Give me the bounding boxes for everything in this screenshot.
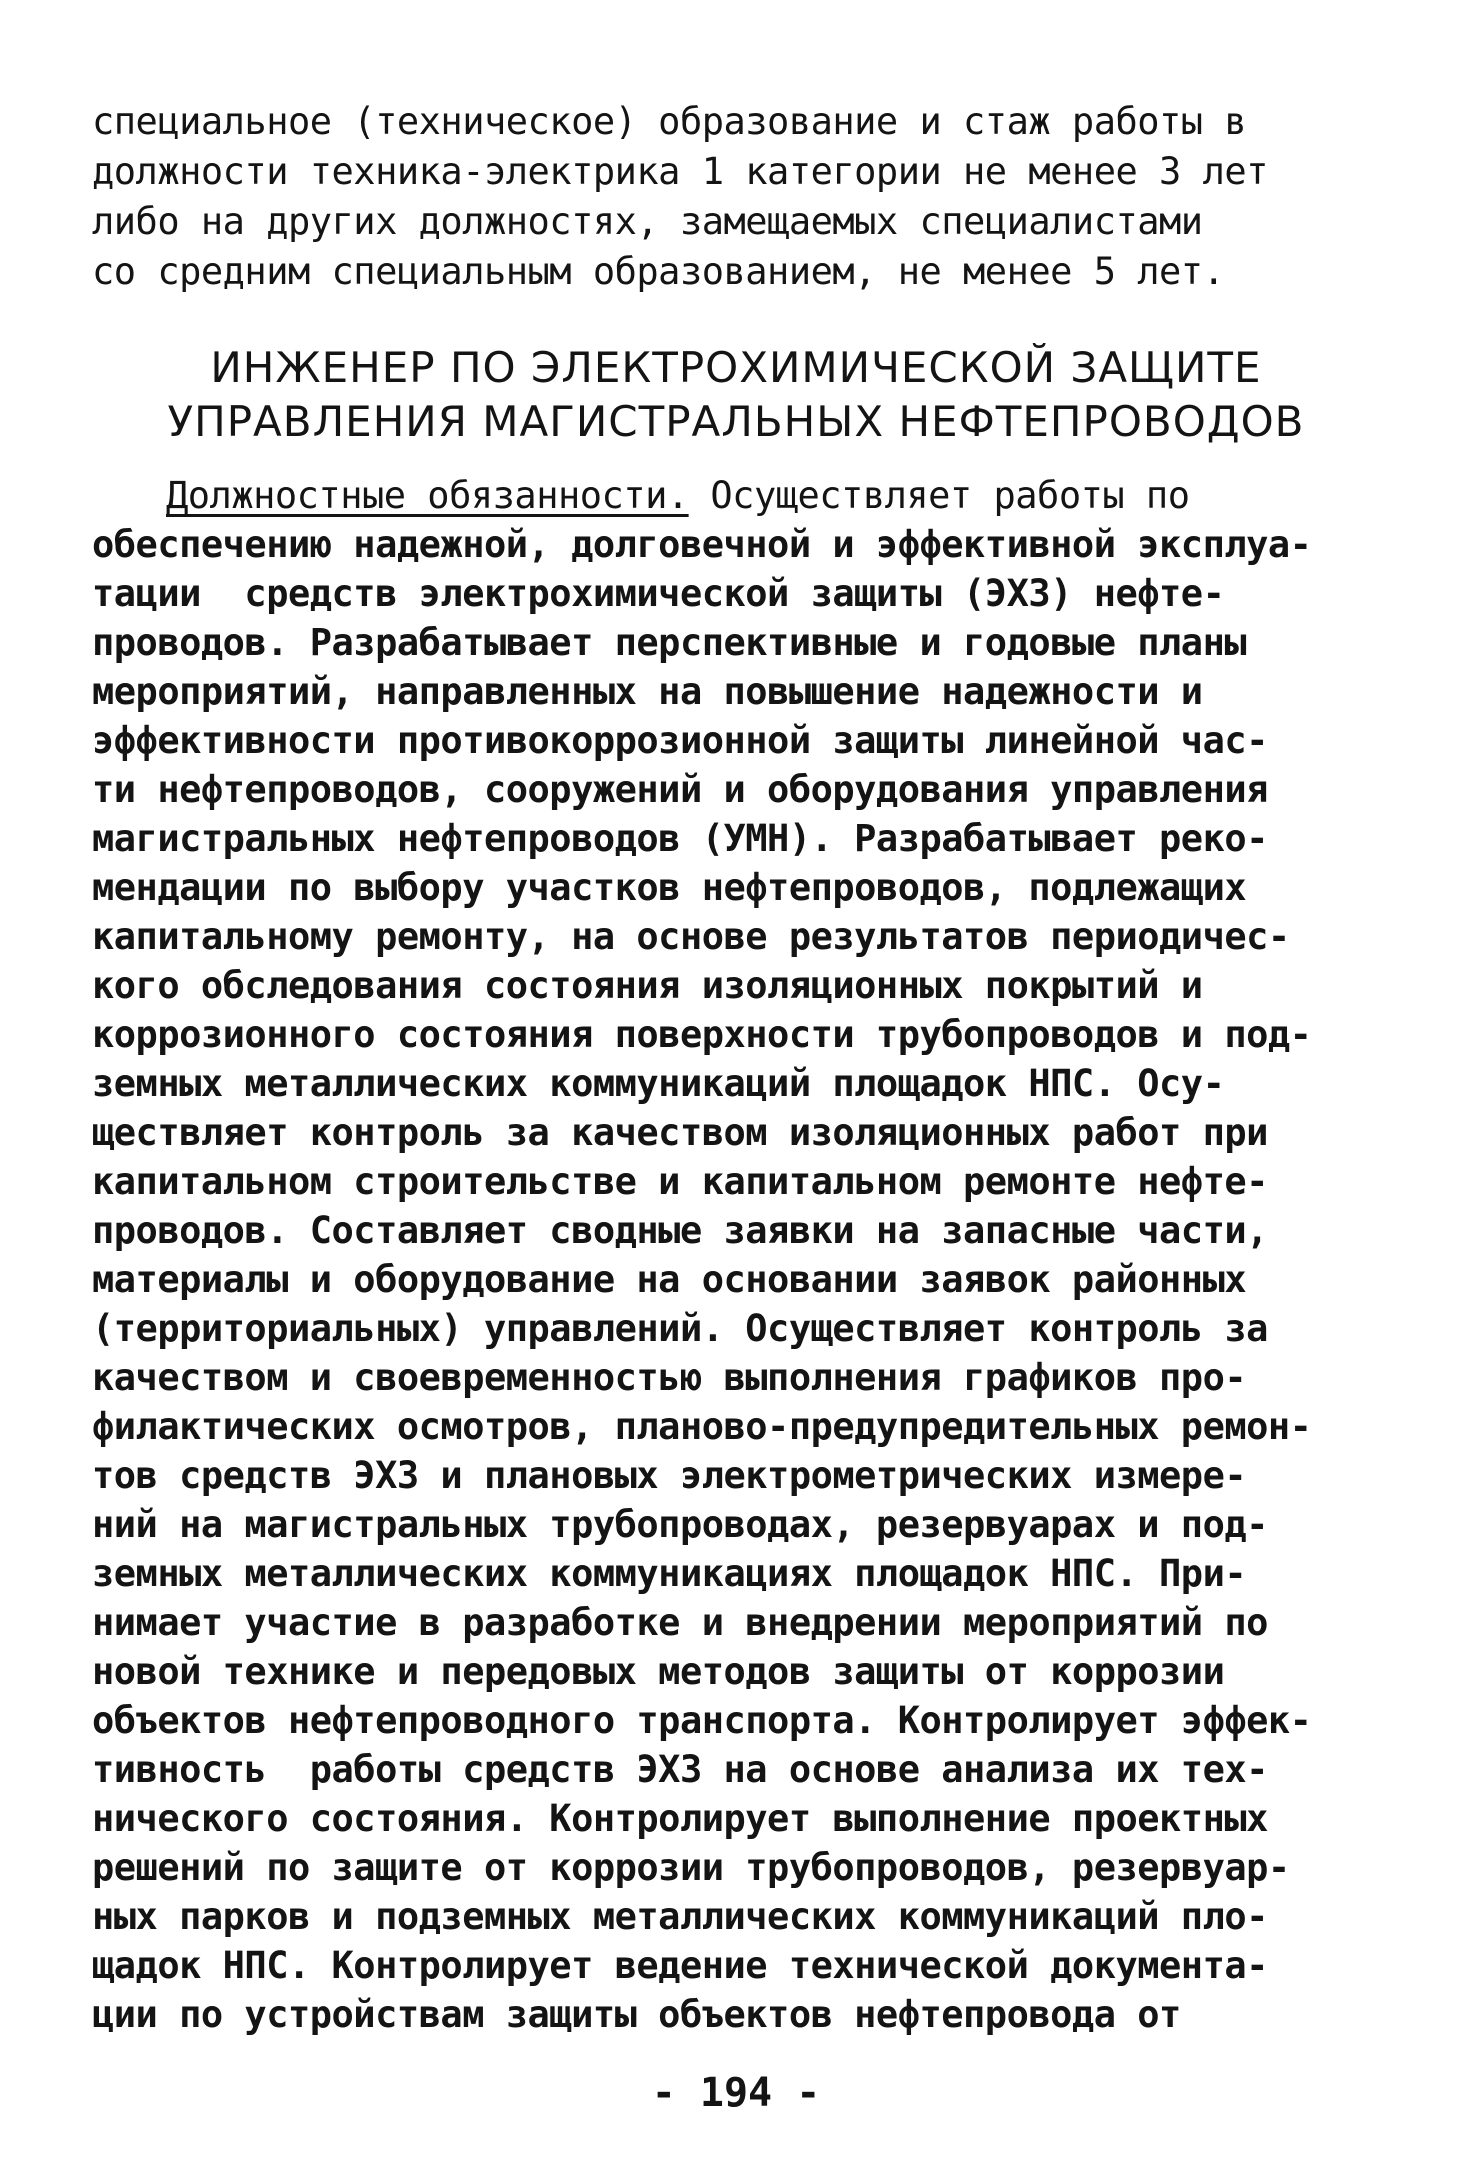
body-line: капитальному ремонту, на основе результатов периодичес- bbox=[92, 915, 1290, 958]
duties-first-line bbox=[166, 472, 1382, 520]
body-line: земных металлических коммуникациях площадок НПС. При- bbox=[92, 1552, 1247, 1595]
intro-line: со средним специальным образованием, не менее 5 лет. bbox=[92, 250, 1225, 293]
duties-first-rest: Осуществляет работы по bbox=[688, 474, 1190, 517]
body-line: (территориальных) управлений. Осуществляет контроль за bbox=[92, 1307, 1268, 1350]
body-line: ществляет контроль за качеством изоляционных работ при bbox=[92, 1111, 1268, 1154]
body-line: кого обследования состояния изоляционных покрытий и bbox=[92, 964, 1203, 1007]
page-number: - 194 - bbox=[651, 2070, 821, 2116]
body-line: земных металлических коммуникаций площадок НПС. Осу- bbox=[92, 1062, 1225, 1105]
intro-line: либо на других должностях, замещаемых специалистами bbox=[92, 200, 1203, 243]
body-line: ти нефтепроводов, сооружений и оборудования управления bbox=[92, 768, 1268, 811]
section-heading-line1: ИНЖЕНЕР ПО ЭЛЕКТРОХИМИЧЕСКОЙ ЗАЩИТЕ bbox=[210, 343, 1262, 392]
body-line: нического состояния. Контролирует выполнение проектных bbox=[92, 1797, 1268, 1840]
body-line: нимает участие в разработке и внедрении мероприятий по bbox=[92, 1601, 1268, 1644]
body-line: эффективности противокоррозионной защиты линейной час- bbox=[92, 719, 1268, 762]
intro-line: должности техника-электрика 1 категории не менее 3 лет bbox=[92, 150, 1268, 193]
body-line: ных парков и подземных металлических коммуникаций пло- bbox=[92, 1895, 1268, 1938]
body-line: проводов. Разрабатывает перспективные и годовые планы bbox=[92, 621, 1247, 664]
body-line: проводов. Составляет сводные заявки на запасные части, bbox=[92, 1209, 1268, 1252]
body-line: щадок НПС. Контролирует ведение технической документа- bbox=[92, 1944, 1268, 1987]
body-line: ции по устройствам защиты объектов нефтепровода от bbox=[92, 1993, 1181, 2036]
body-line: новой технике и передовых методов защиты от коррозии bbox=[92, 1650, 1225, 1693]
body-line: материалы и оборудование на основании заявок районных bbox=[92, 1258, 1247, 1301]
body-line: ний на магистральных трубопроводах, резервуарах и под- bbox=[92, 1503, 1268, 1546]
section-heading-line2: УПРАВЛЕНИЯ МАГИСТРАЛЬНЫХ НЕФТЕПРОВОДОВ bbox=[167, 397, 1305, 446]
body-line: филактических осмотров, планово-предупредительных ремон- bbox=[92, 1405, 1312, 1448]
intro-line: специальное (техническое) образование и стаж работы в bbox=[92, 100, 1247, 143]
body-line: объектов нефтепроводного транспорта. Контролирует эффек- bbox=[92, 1699, 1312, 1742]
body-line: тов средств ЭХЗ и плановых электрометрических измере- bbox=[92, 1454, 1247, 1497]
body-line: обеспечению надежной, долговечной и эффективной эксплуа- bbox=[92, 523, 1312, 566]
duties-label: Должностные обязанности. bbox=[166, 474, 689, 517]
body-line: мендации по выбору участков нефтепроводов, подлежащих bbox=[92, 866, 1247, 909]
body-line: капитальном строительстве и капитальном ремонте нефте- bbox=[92, 1160, 1268, 1203]
body-line: качеством и своевременностью выполнения графиков про- bbox=[92, 1356, 1247, 1399]
body-line: мероприятий, направленных на повышение надежности и bbox=[92, 670, 1203, 713]
body-line: магистральных нефтепроводов (УМН). Разрабатывает реко- bbox=[92, 817, 1268, 860]
body-line: тации средств электрохимической защиты (ЭХЗ) нефте- bbox=[92, 572, 1225, 615]
body-line: тивность работы средств ЭХЗ на основе анализа их тех- bbox=[92, 1748, 1268, 1791]
body-line: коррозионного состояния поверхности трубопроводов и под- bbox=[92, 1013, 1312, 1056]
body-line: решений по защите от коррозии трубопроводов, резервуар- bbox=[92, 1846, 1290, 1889]
